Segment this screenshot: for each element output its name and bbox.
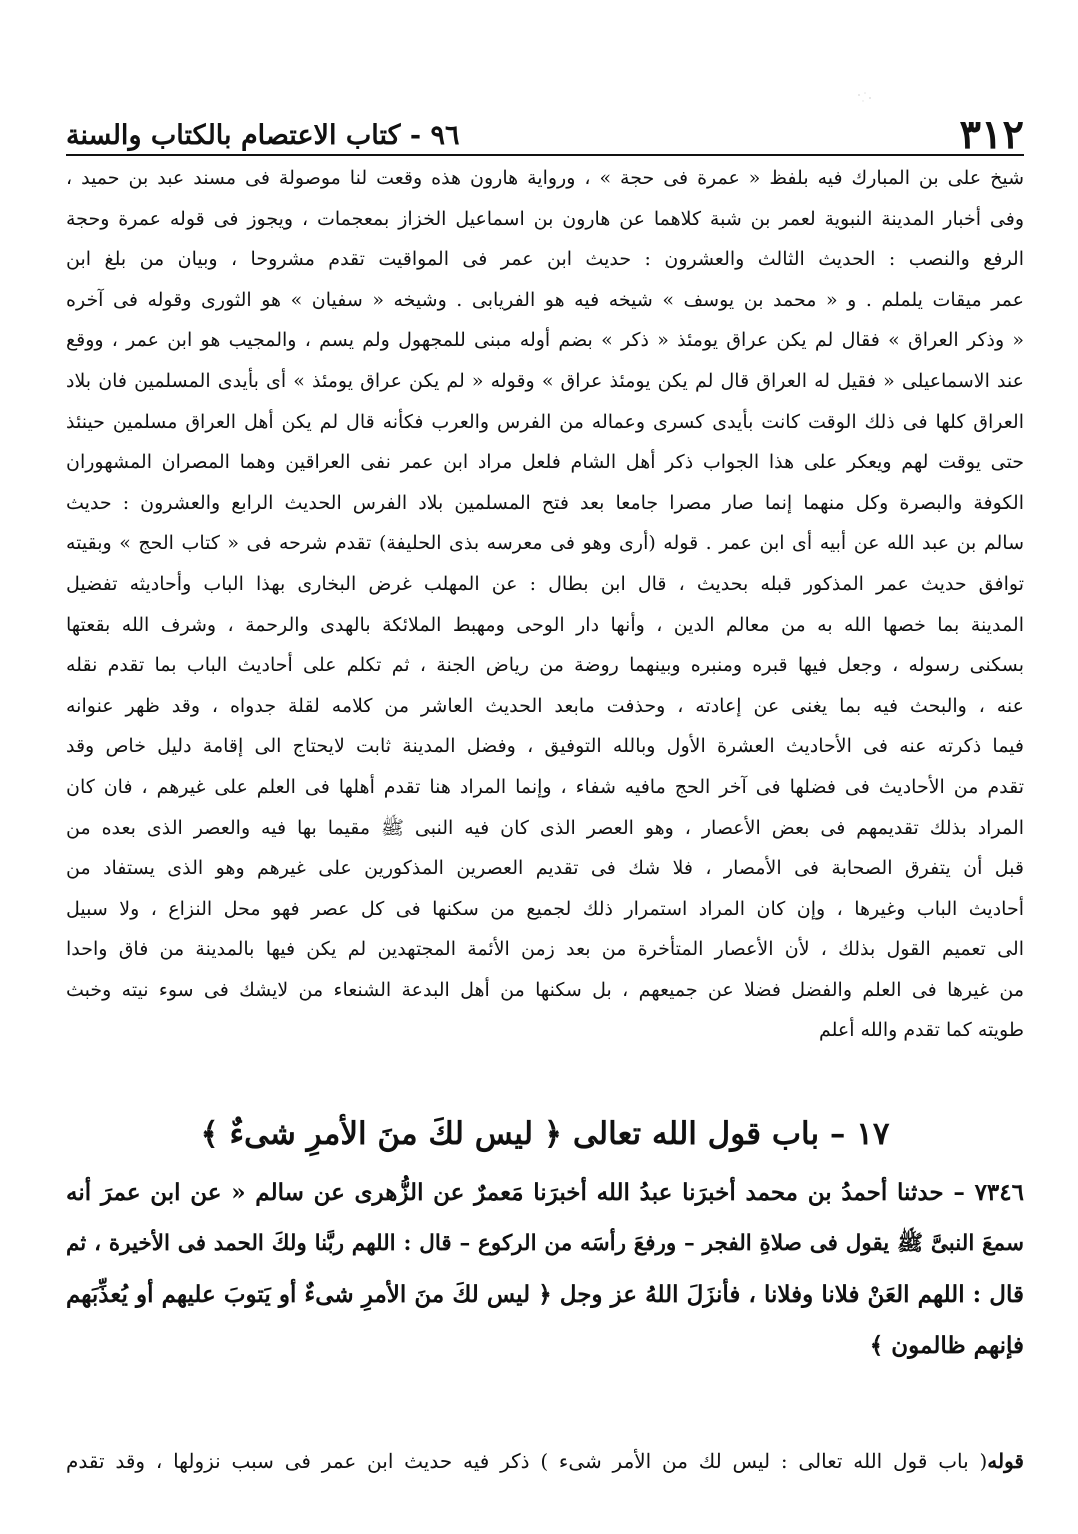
commentary-line [66,1440,1024,1482]
header-rule [66,154,1024,156]
page-number: ٣١٢ [959,111,1024,158]
hadith-line: سمعَ النبىَّ ﷺ يقول فى صلاةِ الفجر – ورفعَ رأسَه من الركوع – قال : اللهم ربَّنا ولكَ الحمد فى الأخيرة ، ثم [66,1231,1024,1256]
body-line: العراق كلها فى ذلك الوقت كانت بأيدى كسرى وعماله من الفرس والعرب فكأنه قال لم يكن أهل العراق مسلمين حينئذ [66,410,1024,433]
hadith-line: فإنهم ظالمون ﴾ [869,1332,1024,1359]
scan-speck-decoration [855,90,875,104]
body-line: شيخ على بن المبارك فيه بلفظ « عمرة فى حجة » ، ورواية هارون هذه وقعت لنا موصولة فى مسند عبد بن حميد ، [66,167,1024,189]
body-line: تقدم من الأحاديث فى فضلها فى آخر الحج مافيه شفاء ، وإنما المراد هنا تقدم أهلها فى العلم على غيرهم ، فان كان [66,775,1024,798]
body-line: عند الاسماعيلى « فقيل له العراق قال لم يكن يومئذ عراق » وقوله « لم يكن عراق يومئذ » أى بأيدى المسلمين فان بلاد [66,369,1024,392]
body-line: حتى يوقت لهم ويعكر على هذا الجواب ذكر أهل الشام فلعل مراد ابن عمر نفى العراقين وهما المصران المشهوران [66,451,1024,474]
closing-commentary [66,1440,1024,1482]
page-header [66,85,1024,158]
commentary-text: ( باب قول الله تعالى : ليس لك من الأمر شىء ) ذكر فيه حديث ابن عمر فى سبب نزولها ، وقد تقدم [66,1449,988,1473]
body-line: المدينة بما خصها الله به من معالم الدين ، وأنها دار الوحى ومهبط الملائكة بالهدى والرحمة ، وشرف الله بقعتها [66,613,1024,636]
hadith-text [66,1167,1024,1371]
body-line: الرفع والنصب : الحديث الثالث والعشرون : حديث ابن عمر فى المواقيت تقدم مشروحا ، وبيان من بلغ ابن [66,248,1024,271]
running-title: ٩٦ - كتاب الاعتصام بالكتاب والسنة [66,120,460,151]
hadith-line: ٧٣٤٦ – حدثنا أحمدُ بن محمد أخبرَنا عبدُ الله أخبرَنا مَعمرٌ عن الزُّهرى عن سالم « عن ابن عمرَ أنه [66,1179,1024,1206]
body-line: أحاديث الباب وغيرها ، وإن كان المراد استمرار ذلك لجميع من سكنها فى كل عصر فهو محل النزاع ، ولا سبيل [66,897,1024,920]
body-line: من غيرها فى العلم والفضل فضلا عن جميعهم ، بل سكنها من أهل البدعة الشنعاء من لايشك فى سوء نيته وخبث [66,978,1024,1001]
body-line: عمر ميقات يلملم . و « محمد بن يوسف » شيخه فيه هو الفريابى . وشيخه « سفيان » هو الثورى وقوله فى آخره [66,288,1024,311]
body-line: طويته كما تقدم والله أعلم [818,1019,1024,1042]
body-line: المراد بذلك تقديمهم فى بعض الأعصار ، وهو العصر الذى كان فيه النبى ﷺ مقيما بها فيه والعصر الذى بعده من [66,816,1024,839]
qawluh-lead: قوله [987,1449,1024,1473]
commentary-body [66,158,1024,1051]
body-line: الى تعميم القول بذلك ، لأن الأعصار المتأخرة من بعد زمن الأئمة المجتهدين لم يكن فيها بالمدينة من فاق واحدا [66,938,1024,961]
body-line: توافق حديث عمر المذكور قبله بحديث ، قال ابن بطال : عن المهلب غرض البخارى بهذا الباب وأحاديثه تفضيل [66,572,1024,595]
body-line: عنه ، والبحث فيه بما يغنى عن إعادته ، وحذفت مابعد الحديث العاشر من كلامه لقلة جدواه ، وقد ظهر عنوانه [66,694,1024,717]
body-line: وفى أخبار المدينة النبوية لعمر بن شبة كلاهما عن هارون بن اسماعيل الخزاز بمعجمات ، ويجوز فى قوله عمرة وحجة [66,207,1024,230]
body-line: بسكنى رسوله ، وجعل فيها قبره ومنبره وبينهما روضة من رياض الجنة ، ثم تكلم على أحاديث الباب بما تقدم نقله [66,654,1024,677]
body-line: قبل أن يتفرق الصحابة فى الأمصار ، فلا شك فى تقديم العصرين المذكورين على غيرهم وهو الذى يستفاد من [66,857,1024,880]
body-line: فيما ذكرته عنه فى الأحاديث العشرة الأول وبالله التوفيق ، وفضل المدينة ثابت لايحتاج الى إقامة دليل خاص وقد [66,735,1024,758]
body-line: « وذكر العراق » فقال لم يكن عراق يومئذ « ذكر » بضم أوله مبنى للمجهول ولم يسم ، والمجيب هو ابن عمر ، ووقع [66,329,1024,352]
hadith-line: قال : اللهم العَنْ فلانا وفلانا ، فأنزَلَ اللهُ عز وجل ﴿ ليس لكَ منَ الأمرِ شىءٌ أو يَتوبَ عليهم أو يُعذِّبَهم [66,1281,1024,1308]
body-line: سالم بن عبد الله عن أبيه أى ابن عمر . قوله (أرى وهو فى معرسه بذى الحليفة) تقدم شرحه فى « كتاب الحج » وبقيته [66,532,1024,555]
body-line: الكوفة والبصرة وكل منهما إنما صار مصرا جامعا بعد فتح المسلمين بلاد الفرس الحديث الرابع والعشرون : حديث [66,491,1024,514]
chapter-heading: ١٧ – باب قول الله تعالى ﴿ ليس لكَ منَ الأمرِ شىءٌ ﴾ [200,1116,890,1152]
